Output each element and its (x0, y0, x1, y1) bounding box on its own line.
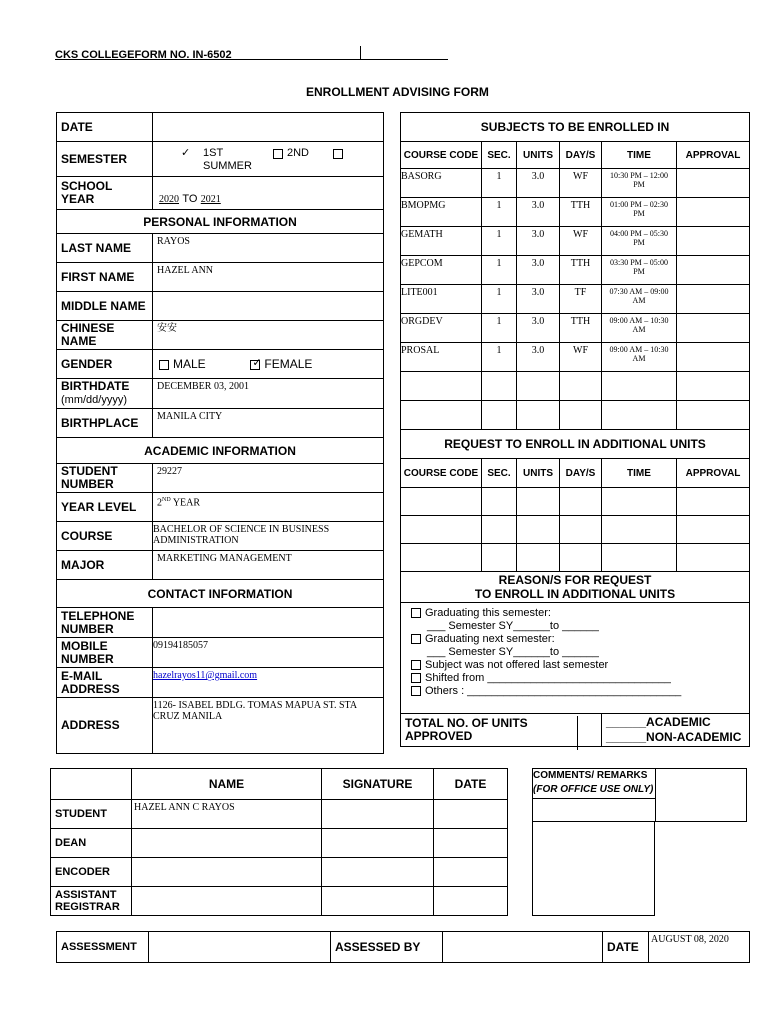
subjects-col-course-code: COURSE CODE (401, 142, 482, 169)
subjects-col-days: DAY/S (560, 142, 602, 169)
subjects-table (400, 112, 750, 747)
checkbox-icon[interactable] (411, 660, 421, 670)
total-units-label: TOTAL NO. OF UNITS APPROVED (401, 714, 602, 747)
sig-student-signature[interactable] (322, 800, 434, 829)
sig-dean-label: DEAN (51, 829, 132, 858)
gender-label: GENDER (57, 350, 153, 379)
subject-units[interactable]: 3.0 (517, 198, 560, 227)
total-units-values[interactable] (602, 714, 750, 747)
comments-title: COMMENTS/ REMARKS (533, 770, 648, 781)
assessment-value[interactable] (149, 932, 331, 963)
empty-cell[interactable] (560, 401, 602, 430)
subject-sec[interactable]: 1 (482, 256, 517, 285)
subject-sec[interactable]: 1 (482, 198, 517, 227)
reason-graduating-next[interactable] (411, 633, 739, 646)
subject-approval[interactable] (677, 169, 750, 198)
sig-col-name: NAME (132, 769, 322, 800)
school-year-to-word: TO (182, 192, 198, 205)
reason-others[interactable] (411, 685, 739, 698)
empty-cell[interactable] (560, 516, 602, 544)
subject-units[interactable]: 3.0 (517, 169, 560, 198)
school-year-to: 2021 (200, 193, 221, 205)
address-value[interactable]: 1126- ISABEL BDLG. TOMAS MAPUA ST. STA CRUZ MANILA (153, 698, 384, 754)
table-row (401, 227, 750, 256)
contact-info-heading: CONTACT INFORMATION (57, 580, 384, 608)
reason-graduating-this[interactable] (411, 607, 739, 620)
email-label: E-MAIL ADDRESS (57, 668, 153, 698)
academic-units[interactable]: ______ACADEMIC (606, 715, 711, 729)
first-name-label: FIRST NAME (57, 263, 153, 292)
semester-label: SEMESTER (57, 142, 153, 177)
empty-cell[interactable] (602, 516, 677, 544)
address-label: ADDRESS (57, 698, 153, 754)
reason-next-sy[interactable]: ___ Semester SY______to ______ (427, 646, 599, 658)
assessed-by-value[interactable] (443, 932, 603, 963)
subject-code[interactable]: GEPCOM (401, 256, 482, 285)
school-year-value[interactable] (153, 177, 384, 210)
checkbox-icon[interactable] (411, 634, 421, 644)
additional-col-days: DAY/S (560, 459, 602, 488)
year-level-num: 2 (157, 497, 162, 509)
subject-sec[interactable]: 1 (482, 169, 517, 198)
mobile-label: MOBILE NUMBER (57, 638, 153, 668)
empty-cell[interactable] (677, 401, 750, 430)
table-row (401, 198, 750, 227)
empty-cell[interactable] (401, 401, 482, 430)
table-row (401, 343, 750, 372)
first-name-value[interactable]: HAZEL ANN (153, 263, 384, 292)
subject-code[interactable]: BASORG (401, 169, 482, 198)
empty-cell[interactable] (677, 488, 750, 516)
form-number: CKS COLLEGEFORM NO. IN-6502 (55, 49, 232, 61)
subject-code[interactable]: GEMATH (401, 227, 482, 256)
subject-days[interactable]: TTH (560, 256, 602, 285)
subject-units[interactable]: 3.0 (517, 343, 560, 372)
comments-subtitle: (FOR OFFICE USE ONLY) (533, 784, 654, 795)
table-row (401, 285, 750, 314)
sig-encoder-name[interactable] (132, 858, 322, 887)
birthplace-label: BIRTHPLACE (57, 409, 153, 438)
empty-cell[interactable] (482, 401, 517, 430)
empty-cell[interactable] (482, 488, 517, 516)
email-link[interactable]: hazelrayos11@gmail.com (153, 670, 258, 681)
subject-time[interactable]: 10:30 PM – 12:00 PM (602, 169, 677, 198)
sig-dean-name[interactable] (132, 829, 322, 858)
signatures-corner (51, 769, 132, 800)
subject-days[interactable]: TTH (560, 314, 602, 343)
school-year-label: SCHOOL YEAR (57, 177, 153, 210)
table-row (401, 169, 750, 198)
reasons-list (401, 603, 750, 714)
subject-days[interactable]: TTH (560, 198, 602, 227)
empty-cell[interactable] (401, 372, 482, 401)
middle-name-label: MIDDLE NAME (57, 292, 153, 321)
checkbox-icon[interactable] (411, 608, 421, 618)
additional-col-course-code: COURSE CODE (401, 459, 482, 488)
sig-encoder-label: ENCODER (51, 858, 132, 887)
subjects-col-units: UNITS (517, 142, 560, 169)
sig-encoder-signature[interactable] (322, 858, 434, 887)
birthdate-label-text: BIRTHDATE (61, 379, 130, 393)
birthplace-value[interactable]: MANILA CITY (153, 409, 384, 438)
year-level-sup: ND (162, 497, 171, 503)
gender-male-checkbox-icon[interactable] (159, 360, 169, 370)
table-row (401, 314, 750, 343)
subject-days[interactable]: WF (560, 169, 602, 198)
additional-units-heading: REQUEST TO ENROLL IN ADDITIONAL UNITS (401, 430, 750, 459)
empty-cell[interactable] (401, 544, 482, 572)
subject-code[interactable]: PROSAL (401, 343, 482, 372)
assessment-date-value[interactable]: AUGUST 08, 2020 (649, 932, 750, 963)
telephone-value[interactable] (153, 608, 384, 638)
sig-dean-signature[interactable] (322, 829, 434, 858)
total-units-divider (577, 716, 578, 750)
table-row (401, 372, 750, 401)
sig-col-signature: SIGNATURE (322, 769, 434, 800)
sig-student-date[interactable] (434, 800, 508, 829)
checkbox-icon[interactable] (411, 673, 421, 683)
empty-cell[interactable] (401, 488, 482, 516)
subject-time[interactable]: 04:00 PM – 05:30 PM (602, 227, 677, 256)
subject-units[interactable]: 3.0 (517, 314, 560, 343)
reasons-heading-line-2: TO ENROLL IN ADDITIONAL UNITS (474, 587, 676, 601)
subject-sec[interactable]: 1 (482, 314, 517, 343)
subject-approval[interactable] (677, 285, 750, 314)
date-value[interactable] (153, 113, 384, 142)
empty-cell[interactable] (602, 488, 677, 516)
empty-cell[interactable] (517, 401, 560, 430)
sig-asst-name[interactable] (132, 887, 322, 916)
email-value[interactable] (153, 668, 384, 698)
table-row (401, 516, 750, 544)
table-row (401, 401, 750, 430)
mobile-value[interactable]: 09194185057 (153, 638, 384, 668)
empty-cell[interactable] (517, 544, 560, 572)
semester-2nd-checkbox-icon[interactable] (273, 148, 287, 160)
empty-cell[interactable] (602, 372, 677, 401)
subject-days[interactable]: WF (560, 343, 602, 372)
subject-code[interactable]: BMOPMG (401, 198, 482, 227)
additional-col-approval: APPROVAL (677, 459, 750, 488)
additional-col-sec: SEC. (482, 459, 517, 488)
year-level-label: YEAR LEVEL (57, 493, 153, 522)
reasons-heading (401, 572, 750, 603)
sig-asst-signature[interactable] (322, 887, 434, 916)
subjects-col-time: TIME (602, 142, 677, 169)
checkbox-icon[interactable] (411, 686, 421, 696)
subject-units[interactable]: 3.0 (517, 256, 560, 285)
table-row (401, 488, 750, 516)
birthdate-label (57, 379, 153, 409)
subject-code[interactable]: ORGDEV (401, 314, 482, 343)
sig-asst-date[interactable] (434, 887, 508, 916)
empty-cell[interactable] (560, 488, 602, 516)
last-name-label: LAST NAME (57, 234, 153, 263)
chinese-name-value[interactable]: 安安 (153, 321, 384, 350)
reason-not-offered[interactable] (411, 659, 739, 672)
additional-col-time: TIME (602, 459, 677, 488)
subject-sec[interactable]: 1 (482, 343, 517, 372)
telephone-label: TELEPHONE NUMBER (57, 608, 153, 638)
reason-shifted[interactable] (411, 672, 739, 685)
reason-label: Graduating this semester: (425, 607, 551, 619)
empty-cell[interactable] (560, 372, 602, 401)
empty-cell[interactable] (560, 544, 602, 572)
subject-time[interactable]: 09:00 AM – 10:30 AM (602, 314, 677, 343)
sig-encoder-date[interactable] (434, 858, 508, 887)
additional-col-units: UNITS (517, 459, 560, 488)
subject-approval[interactable] (677, 256, 750, 285)
sig-asst-registrar-label: ASSISTANT REGISTRAR (51, 887, 132, 916)
year-level-word: YEAR (172, 497, 201, 509)
student-number-value[interactable]: 29227 (153, 464, 384, 493)
empty-cell[interactable] (482, 372, 517, 401)
subject-approval[interactable] (677, 198, 750, 227)
signatures-table (50, 768, 508, 916)
comments-box[interactable] (532, 768, 748, 916)
major-value[interactable]: MARKETING MANAGEMENT (153, 551, 384, 580)
reason-label: Subject was not offered last semester (425, 659, 609, 671)
subject-time[interactable]: 03:30 PM – 05:00 PM (602, 256, 677, 285)
sig-student-label: STUDENT (51, 800, 132, 829)
comments-body[interactable] (532, 822, 655, 916)
subject-sec[interactable]: 1 (482, 285, 517, 314)
empty-cell[interactable] (517, 488, 560, 516)
subject-days[interactable]: TF (560, 285, 602, 314)
empty-cell[interactable] (602, 544, 677, 572)
personal-info-heading: PERSONAL INFORMATION (57, 210, 384, 234)
empty-cell[interactable] (482, 544, 517, 572)
form-title: ENROLLMENT ADVISING FORM (306, 85, 489, 99)
sig-col-date: DATE (434, 769, 508, 800)
non-academic-units[interactable]: ______NON-ACADEMIC (606, 730, 742, 744)
reason-label: Others : ___________________________________ (425, 685, 682, 697)
gender-female-checkbox-icon[interactable]: ✓ (252, 356, 262, 369)
date-label: DATE (57, 113, 153, 142)
empty-cell[interactable] (517, 516, 560, 544)
major-label: MAJOR (57, 551, 153, 580)
subject-time[interactable]: 09:00 AM – 10:30 AM (602, 343, 677, 372)
empty-cell[interactable] (677, 516, 750, 544)
empty-cell[interactable] (401, 516, 482, 544)
subjects-heading: SUBJECTS TO BE ENROLLED IN (401, 113, 750, 142)
assessed-by-label: ASSESSED BY (331, 932, 443, 963)
course-value[interactable]: BACHELOR OF SCIENCE IN BUSINESS ADMINISTRATION (153, 522, 384, 551)
last-name-value[interactable]: RAYOS (153, 234, 384, 263)
student-number-label: STUDENT NUMBER (57, 464, 153, 493)
subject-time[interactable]: 07:30 AM – 09:00 AM (602, 285, 677, 314)
gender-male-label: MALE (173, 357, 206, 371)
semester-summer-checkbox-icon[interactable] (333, 148, 347, 160)
subject-approval[interactable] (677, 314, 750, 343)
sig-student-name[interactable]: HAZEL ANN C RAYOS (132, 800, 322, 829)
subject-units[interactable]: 3.0 (517, 285, 560, 314)
subject-code[interactable]: LITE001 (401, 285, 482, 314)
reason-label: Graduating next semester: (425, 633, 555, 645)
middle-name-value[interactable] (153, 292, 384, 321)
subjects-col-sec: SEC. (482, 142, 517, 169)
subject-days[interactable]: WF (560, 227, 602, 256)
empty-cell[interactable] (602, 401, 677, 430)
assessment-date-label: DATE (603, 932, 649, 963)
comments-divider (655, 768, 656, 822)
empty-cell[interactable] (677, 372, 750, 401)
course-label: COURSE (57, 522, 153, 551)
subject-sec[interactable]: 1 (482, 227, 517, 256)
reasons-heading-line-1: REASON/S FOR REQUEST (498, 573, 652, 587)
birthdate-value[interactable]: DECEMBER 03, 2001 (153, 379, 384, 409)
sig-dean-date[interactable] (434, 829, 508, 858)
semester-1st-check-icon[interactable]: ✓ (181, 147, 191, 159)
year-level-value[interactable] (153, 493, 384, 522)
birthdate-format: (mm/dd/yyyy) (61, 394, 127, 406)
student-info-table (56, 112, 384, 754)
subject-time[interactable]: 01:00 PM – 02:30 PM (602, 198, 677, 227)
comments-title-underline (532, 798, 655, 799)
gender-female-label: FEMALE (264, 357, 313, 371)
empty-cell[interactable] (482, 516, 517, 544)
assessment-table (56, 931, 750, 963)
table-row (401, 544, 750, 572)
reason-label: Shifted from ______________________________ (425, 672, 671, 684)
form-number-line (230, 59, 448, 60)
subject-units[interactable]: 3.0 (517, 227, 560, 256)
semester-2nd-label: 2ND (287, 147, 310, 159)
subject-approval[interactable] (677, 343, 750, 372)
semester-summer-label: SUMMER (203, 160, 252, 172)
academic-info-heading: ACADEMIC INFORMATION (57, 438, 384, 464)
table-row (401, 256, 750, 285)
reason-this-sy[interactable]: ___ Semester SY______to ______ (427, 620, 599, 632)
school-year-from: 2020 (159, 193, 179, 205)
empty-cell[interactable] (517, 372, 560, 401)
empty-cell[interactable] (677, 544, 750, 572)
form-number-tick (360, 46, 361, 59)
semester-1st-label: 1ST (203, 147, 224, 159)
chinese-name-label: CHINESE NAME (57, 321, 153, 350)
subjects-col-approval: APPROVAL (677, 142, 750, 169)
gender-options[interactable] (153, 350, 384, 379)
semester-options[interactable] (153, 142, 384, 177)
assessment-label: ASSESSMENT (57, 932, 149, 963)
subject-approval[interactable] (677, 227, 750, 256)
